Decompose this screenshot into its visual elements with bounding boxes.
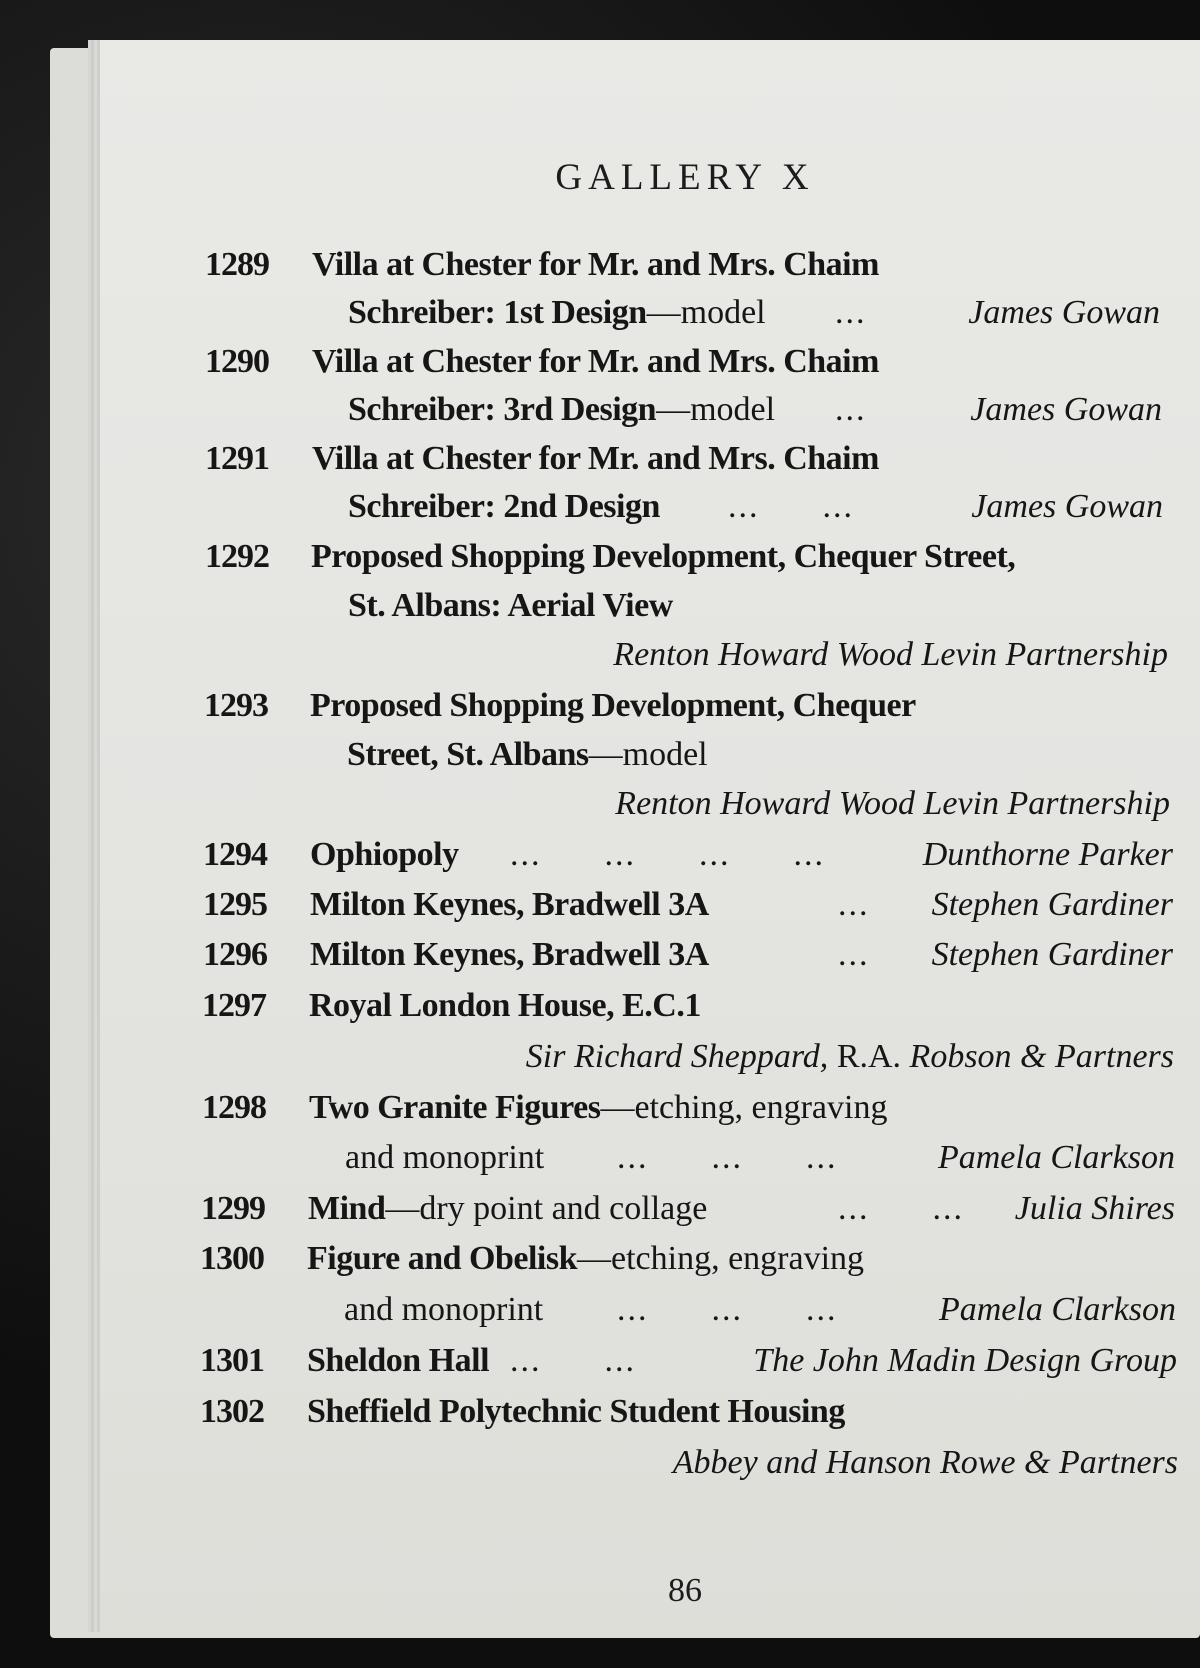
entry-1301-line <box>200 1342 490 1379</box>
entry-1290-line-2 <box>348 393 775 427</box>
entry-title: Villa at Chester for Mr. and Mrs. Chaim <box>312 440 879 477</box>
entry-1300-dots: ... ... ... <box>617 1291 838 1328</box>
entry-title: Villa at Chester for Mr. and Mrs. Chaim <box>312 343 879 380</box>
entry-number: 1295 <box>203 886 267 923</box>
entry-title: Schreiber: 3rd Design <box>348 391 657 428</box>
entry-number: 1301 <box>200 1342 264 1379</box>
entry-title: Villa at Chester for Mr. and Mrs. Chaim <box>312 246 879 283</box>
entry-1290-dots: ... <box>835 391 867 428</box>
entry-1301-author: The John Madin Design Group <box>753 1342 1177 1379</box>
entry-number: 1290 <box>205 343 269 380</box>
entry-1293-line-2 <box>347 738 708 772</box>
entry-number: 1299 <box>201 1190 265 1227</box>
entry-title: Sheldon Hall <box>307 1342 490 1379</box>
entry-1297-line <box>202 987 701 1024</box>
page-number: 86 <box>668 1572 702 1609</box>
entry-number: 1294 <box>203 836 267 873</box>
entry-1299-author: Julia Shires <box>1014 1190 1175 1227</box>
entry-1295-author: Stephen Gardiner <box>931 886 1173 923</box>
entry-1299-dots: ... ... <box>838 1190 964 1227</box>
entry-1296-dots: ... <box>838 936 870 973</box>
entry-1298-line-1 <box>202 1089 888 1126</box>
entry-1291-line-2 <box>348 490 660 524</box>
entry-title: Street, St. Albans <box>347 736 589 773</box>
entry-number: 1302 <box>200 1393 264 1430</box>
entry-number: 1292 <box>205 538 269 575</box>
entry-title: Proposed Shopping Development, Chequer Street, <box>311 538 1016 575</box>
entry-1289-dots: ... <box>835 294 867 331</box>
entry-1300-author: Pamela Clarkson <box>938 1291 1176 1328</box>
entry-number: 1296 <box>203 936 267 973</box>
entry-title: Proposed Shopping Development, Chequer <box>310 687 916 724</box>
entry-1295-line <box>203 886 709 923</box>
entry-1289-line-1 <box>205 246 879 283</box>
entry-1298-author: Pamela Clarkson <box>937 1139 1175 1176</box>
entry-1298-line-2: and monoprint <box>345 1139 545 1176</box>
entry-1293-author: Renton Howard Wood Levin Partnership <box>615 785 1170 822</box>
gallery-heading: GALLERY X <box>555 157 815 198</box>
entry-title-group: Mind—dry point and collage <box>308 1190 708 1227</box>
entry-number: 1289 <box>205 246 269 283</box>
entry-medium: —model <box>646 294 766 331</box>
entry-1292-line-2 <box>348 589 673 623</box>
entry-1294-dots: ... ... ... ... <box>510 836 825 873</box>
entry-number: 1293 <box>204 687 268 724</box>
entry-number: 1291 <box>205 440 269 477</box>
entry-1291-line-1 <box>205 440 879 477</box>
entry-1300-line-1 <box>200 1240 865 1277</box>
entry-number: 1297 <box>202 987 266 1024</box>
entry-1289-line-2 <box>348 296 766 330</box>
entry-title: Ophiopoly <box>310 836 459 873</box>
entry-1301-dots: ... ... <box>510 1342 636 1379</box>
entry-title-group: Two Granite Figures—etching, engraving <box>309 1089 888 1126</box>
entry-1291-dots: ... ... <box>728 488 854 525</box>
entry-1293-line-1 <box>204 687 916 724</box>
entry-title: Schreiber: 1st Design <box>348 294 647 331</box>
entry-1300-line-2: and monoprint <box>344 1291 544 1328</box>
entry-title-group: Figure and Obelisk—etching, engraving <box>307 1240 865 1277</box>
entry-1292-author: Renton Howard Wood Levin Partnership <box>613 636 1168 673</box>
entry-1302-author: Abbey and Hanson Rowe & Partners <box>672 1444 1178 1481</box>
entry-1296-line <box>203 936 709 973</box>
entry-number: 1298 <box>202 1089 266 1126</box>
entry-1291-author: James Gowan <box>971 488 1163 525</box>
entry-1290-author: James Gowan <box>970 391 1162 428</box>
entry-number: 1300 <box>200 1240 264 1277</box>
entry-1294-line <box>203 836 459 873</box>
entry-1296-author: Stephen Gardiner <box>931 936 1173 973</box>
entry-1290-line-1 <box>205 343 879 380</box>
entry-title: Royal London House, E.C.1 <box>309 987 701 1024</box>
entry-1297-author: Sir Richard Sheppard, R.A. Robson & Partners <box>525 1038 1174 1075</box>
entry-title: Schreiber: 2nd Design <box>348 488 660 525</box>
entry-1299-line <box>201 1190 708 1227</box>
entry-title: Sheffield Polytechnic Student Housing <box>307 1393 845 1430</box>
entry-title: Milton Keynes, Bradwell 3A <box>310 936 709 973</box>
entry-medium: —model <box>656 391 776 428</box>
entry-medium: —model <box>588 736 708 773</box>
entry-1295-dots: ... <box>838 886 870 923</box>
entry-1302-line <box>200 1393 845 1430</box>
entry-title: St. Albans: Aerial View <box>348 587 673 624</box>
entry-1298-dots: ... ... ... <box>617 1139 838 1176</box>
entry-1292-line-1 <box>205 538 1016 575</box>
entry-1294-author: Dunthorne Parker <box>922 836 1173 873</box>
entry-1289-author: James Gowan <box>968 294 1160 331</box>
entry-title: Milton Keynes, Bradwell 3A <box>310 886 709 923</box>
